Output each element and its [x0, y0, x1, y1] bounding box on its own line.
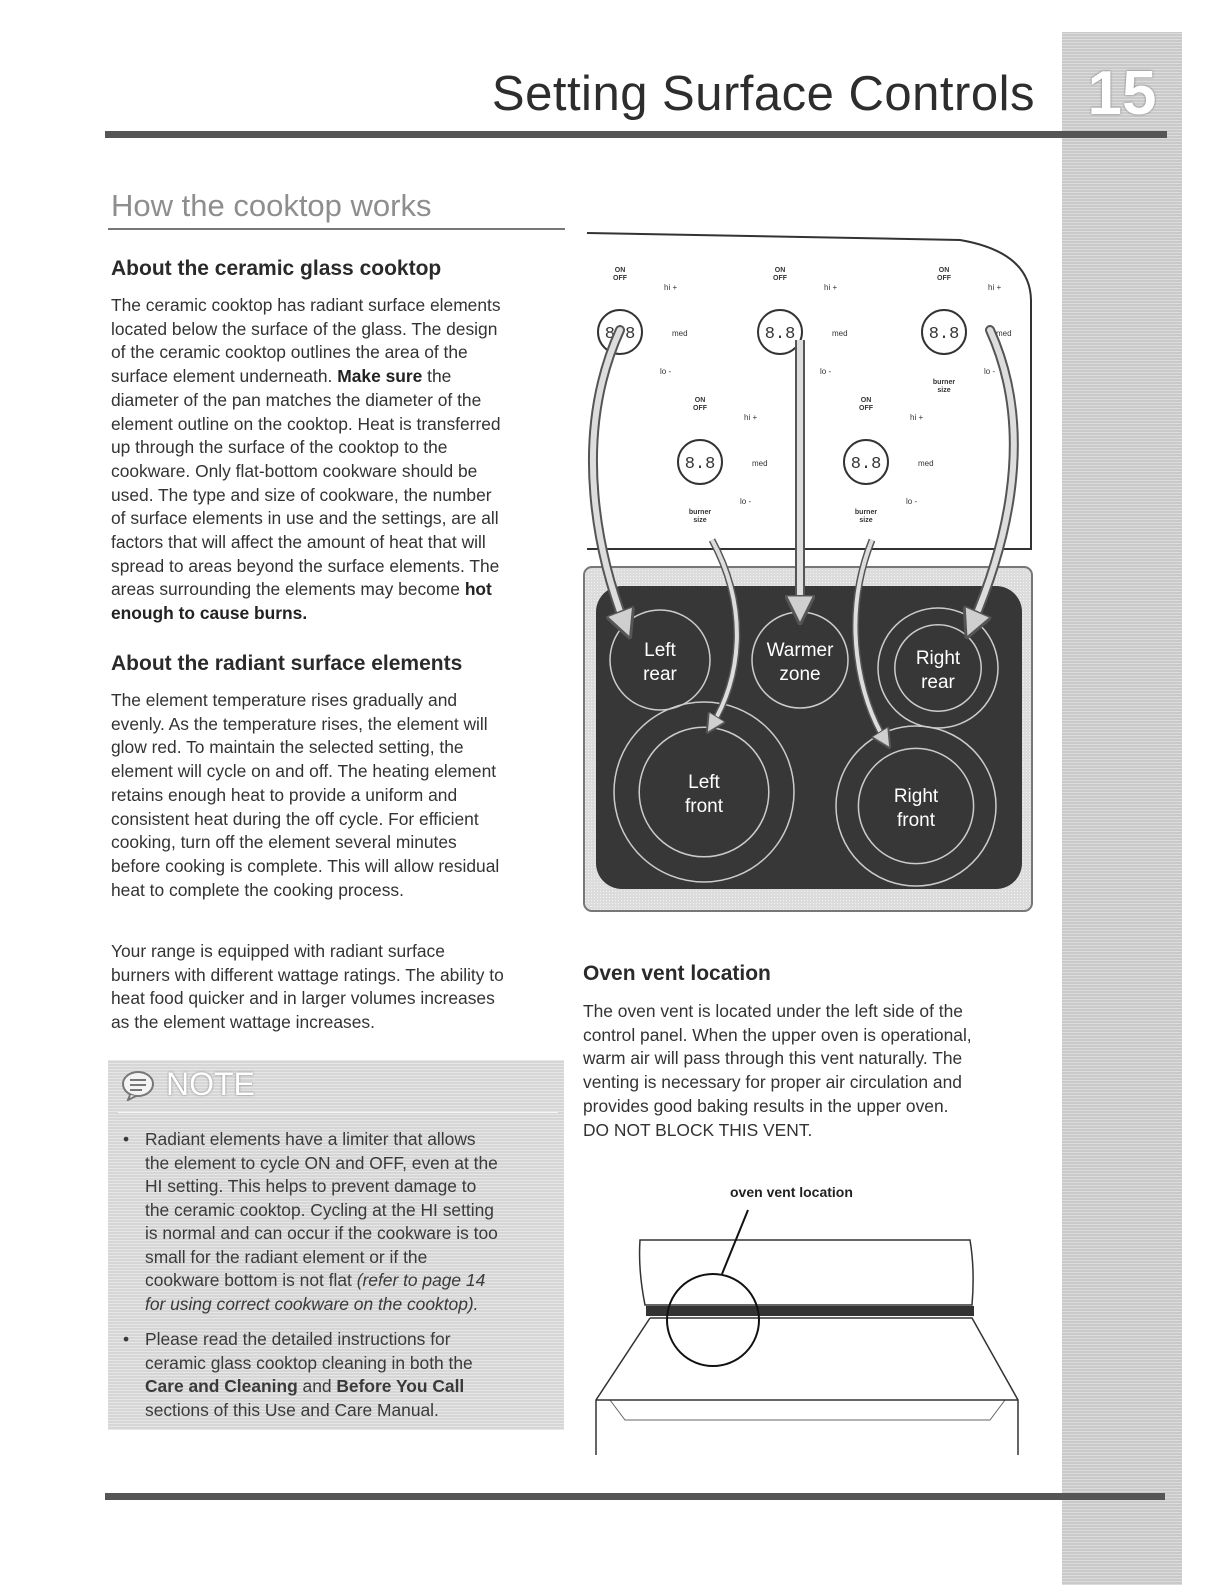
text-line: glow red. To maintain the selected setting, the	[111, 737, 464, 758]
off-label: OFF	[693, 405, 707, 412]
note-item	[123, 1328, 555, 1422]
text-line: cookware. Only flat-bottom cookware should be	[111, 460, 478, 481]
text-line: surface element underneath. Make sure the	[111, 366, 452, 387]
note-item	[123, 1128, 555, 1316]
text-line: small for the radiant element or if the	[145, 1246, 428, 1267]
text-line: ceramic glass cooktop cleaning in both the	[145, 1352, 473, 1373]
text-line: warm air will pass through this vent naturally. The	[583, 1048, 963, 1069]
med-label: med	[672, 329, 688, 338]
text-line: spread to areas beyond the surface elements. The	[111, 555, 500, 576]
burner-label: front	[684, 796, 724, 817]
bottom-rule	[105, 1493, 1165, 1500]
text-line: the ceramic cooktop. Cycling at the HI setting	[145, 1199, 494, 1220]
section-heading: How the cooktop works	[111, 188, 432, 223]
lo-label: lo -	[740, 497, 752, 506]
knob-display: 8.8	[928, 325, 960, 344]
note-title	[120, 1066, 255, 1103]
note-rule	[118, 1112, 558, 1113]
section-underline	[108, 228, 565, 230]
text-line: as the element wattage increases.	[111, 1012, 375, 1033]
text-line: Please read the detailed instructions for	[145, 1329, 451, 1349]
text-line: up through the surface of the cooktop to the	[111, 437, 448, 458]
burner-label: Left	[644, 640, 676, 661]
cooktop-figure	[580, 225, 1040, 915]
radiant-heading: About the radiant surface elements	[111, 652, 463, 675]
off-label: OFF	[937, 275, 951, 282]
title-rule	[105, 131, 1167, 138]
text-line: Radiant elements have a limiter that allows	[145, 1129, 476, 1149]
lo-label: lo -	[660, 367, 672, 376]
burner-label: Left	[688, 772, 720, 793]
text-line: before cooking is complete. This will allow residual	[111, 855, 500, 876]
vent-figure-label: oven vent location	[730, 1184, 853, 1200]
text-line: used. The type and size of cookware, the number	[111, 484, 492, 505]
note-item-text	[145, 1328, 555, 1422]
text-line: element outline on the cooktop. Heat is transferred	[111, 413, 501, 434]
burner-label: front	[896, 810, 936, 831]
ceramic-paragraph	[111, 294, 561, 626]
page-number: 15	[1087, 59, 1157, 128]
text-line: located below the surface of the glass. The design	[111, 318, 498, 339]
text-line: cookware bottom is not flat (refer to page 14	[145, 1270, 486, 1290]
text-line: control panel. When the upper oven is operational,	[583, 1024, 972, 1045]
text-line: evenly. As the temperature rises, the element will	[111, 713, 488, 734]
burner-size-label: burner	[932, 379, 956, 386]
burner-size-label: burner	[688, 509, 712, 516]
burner-size-label: size	[693, 517, 707, 524]
text-line: The ceramic cooktop has radiant surface elements	[111, 295, 501, 315]
wattage-paragraph	[111, 940, 571, 1035]
knob-display: 8.8	[684, 455, 716, 474]
text-line: Care and Cleaning and Before You Call	[145, 1376, 465, 1396]
text-line: the element to cycle ON and OFF, even at the	[145, 1152, 498, 1173]
ceramic-heading: About the ceramic glass cooktop	[111, 257, 442, 280]
text-line: HI setting. This helps to prevent damage to	[145, 1176, 477, 1196]
text-line: DO NOT BLOCK THIS VENT.	[583, 1119, 813, 1140]
knob-display: 8.8	[764, 325, 796, 344]
burner-size-label: size	[937, 387, 951, 394]
hi-label: hi +	[824, 283, 838, 292]
note-item-text	[145, 1128, 555, 1316]
text-line: Your range is equipped with radiant surface	[111, 941, 445, 961]
text-line: areas surrounding the elements may become hot	[111, 579, 492, 600]
lo-label: lo -	[820, 367, 832, 376]
off-label: OFF	[613, 275, 627, 282]
vent-paragraph	[583, 1000, 1043, 1142]
burner-size-label: size	[859, 517, 873, 524]
hi-label: hi +	[910, 413, 924, 422]
text-line: element will cycle on and off. The heating element	[111, 761, 497, 782]
off-label: OFF	[859, 405, 873, 412]
text-line: The oven vent is located under the left side of the	[583, 1001, 963, 1021]
knob-display: 8.8	[850, 455, 882, 474]
bullet: •	[123, 1329, 130, 1349]
page-title: Setting Surface Controls	[491, 67, 1035, 121]
hi-label: hi +	[664, 283, 678, 292]
radiant-paragraph	[111, 689, 561, 902]
text-line: enough to cause burns.	[111, 603, 308, 624]
text-line: venting is necessary for proper air circulation and	[583, 1072, 962, 1093]
lo-label: lo -	[984, 367, 996, 376]
text-line: is normal and can occur if the cookware is too	[145, 1223, 498, 1243]
text-line: sections of this Use and Care Manual.	[145, 1399, 439, 1420]
hi-label: hi +	[744, 413, 758, 422]
text-line: of surface elements in use and the settings, are all	[111, 508, 499, 529]
note-icon	[120, 1069, 156, 1101]
lo-label: lo -	[906, 497, 918, 506]
on-label: ON	[860, 397, 872, 404]
text-line: of the ceramic cooktop outlines the area of the	[111, 342, 468, 363]
text-line: The element temperature rises gradually and	[111, 690, 458, 710]
burner-label: Warmer	[766, 640, 834, 661]
oven-vent-figure	[590, 1200, 1030, 1460]
vent-heading: Oven vent location	[583, 962, 771, 985]
text-line: for using correct cookware on the cooktop).	[145, 1293, 479, 1314]
text-line: factors that will affect the amount of heat that will	[111, 532, 486, 553]
text-line: consistent heat during the off cycle. For efficient	[111, 808, 479, 829]
burner-label: rear	[921, 672, 955, 693]
on-label: ON	[694, 397, 706, 404]
text-line: heat food quicker and in larger volumes increases	[111, 988, 495, 1009]
med-label: med	[832, 329, 848, 338]
text-line: retains enough heat to provide a uniform and	[111, 784, 458, 805]
bullet: •	[123, 1129, 130, 1149]
knob-display: 8.8	[604, 325, 636, 344]
burner-label: zone	[779, 664, 821, 685]
text-line: provides good baking results in the upper oven.	[583, 1095, 949, 1116]
on-label: ON	[774, 267, 786, 274]
on-label: ON	[938, 267, 950, 274]
text-line: burners with different wattage ratings. The ability to	[111, 964, 504, 985]
burner-label: Right	[915, 648, 961, 669]
note-title-text: NOTE	[166, 1066, 255, 1102]
side-tab-strip	[1062, 32, 1182, 1585]
text-line: cooking, turn off the element several minutes	[111, 832, 457, 853]
med-label: med	[752, 459, 768, 468]
off-label: OFF	[773, 275, 787, 282]
on-label: ON	[614, 267, 626, 274]
burner-size-label: burner	[854, 509, 878, 516]
text-line: diameter of the pan matches the diameter of the	[111, 389, 482, 410]
med-label: med	[918, 459, 934, 468]
burner-label: rear	[643, 664, 677, 685]
med-label: med	[996, 329, 1012, 338]
hi-label: hi +	[988, 283, 1002, 292]
text-line: heat to complete the cooking process.	[111, 879, 404, 900]
burner-label: Right	[893, 786, 939, 807]
